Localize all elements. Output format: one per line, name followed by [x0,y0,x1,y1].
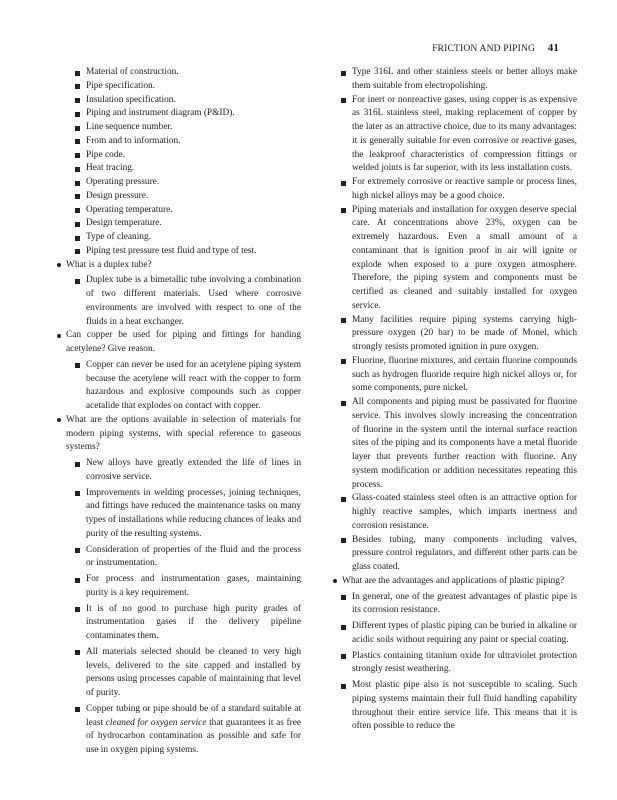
list-item: Piping and instrument diagram (P&ID). [56,107,301,121]
question-plastic-piping: What are the advantages and applications of plastic piping? [332,575,577,589]
list-item: Pipe specification. [56,80,301,94]
right-column [332,66,577,734]
answer-item: For extremely corrosive or reactive sample or process lines, high nickel alloys may be a good choice. [332,176,577,204]
answer-item: All components and piping must be passivated for fluorine service. This involves slowly increasing the concentration of fluorine in the system until the internal surface reaction sites of the piping and its components have a metal fluoride layer that prevents further reaction with fluorine. Any system modification or addition necessitates repeating this process. [332,396,577,492]
list-item: Heat tracing. [56,162,301,176]
answer-item-copper-oxygen [56,703,301,758]
answer-item: Fluorine, fluorine mixtures, and certain fluorine compounds such as hydrogen fluoride require high nickel alloys or, for some components, pure nickel. [332,355,577,396]
answer-item: It is of no good to purchase high purity grades of instrumentation gases if the delivery pipeline contaminates them. [56,603,301,644]
answer-item: Duplex tube is a bimetallic tube involving a combination of two different materials. Used where corrosive environments are involved with respect to one of the fluids in a heat exchanger. [56,274,301,329]
text-run: Copper tubing or pipe should be of a standard suitable at least [86,703,301,728]
list-item: Piping test pressure test fluid and type of test. [56,245,301,259]
answer-list [332,66,577,575]
list-item: Pipe code. [56,149,301,163]
question-copper-acetylene: Can copper be used for piping and fittings for handing acetylene? Give reason. [56,329,301,357]
answer-list [332,591,577,735]
answer-item: For process and instrumentation gases, maintaining purity is a key requirement. [56,573,301,601]
answer-item: All materials selected should be cleaned to very high levels, delivered to the site capped and installed by persons using processes capable of maintaining that level of purity. [56,646,301,701]
line-list-items [56,66,301,259]
answer-item: Plastics containing titanium oxide for ultraviolet protection strongly resist weathering. [332,650,577,678]
answer-list [56,359,301,414]
answer-item: New alloys have greatly extended the life of lines in corrosive service. [56,457,301,485]
list-item: From and to information. [56,135,301,149]
answer-item: Besides tubing, many components including valves, pressure control regulators, and different other parts can be glass coated. [332,534,577,575]
running-title: FRICTION AND PIPING [432,43,536,54]
answer-item: Most plastic pipe also is not susceptible to scaling. Such piping systems maintain their full fluid handling capability throughout their entire service life. This means that it is often possible to reduce the [332,679,577,734]
page-number: 41 [547,42,559,54]
answer-list [56,457,301,758]
list-item: Material of construction. [56,66,301,80]
answer-item: Copper can never be used for an acetylene piping system because the acetylene will react with the copper to form hazardous and explosive compounds such as copper acetalide that explodes on contact with copper. [56,359,301,414]
list-item: Operating temperature. [56,204,301,218]
list-item: Type of cleaning. [56,231,301,245]
list-item: Design temperature. [56,217,301,231]
answer-item: Different types of plastic piping can be buried in alkaline or acidic soils without requiring any paint or special coating. [332,620,577,648]
answer-item: Type 316L and other stainless steels or better alloys make them suitable from electropolishing. [332,66,577,94]
list-item: Operating pressure. [56,176,301,190]
answer-item: Consideration of properties of the fluid and the process or instrumentation. [56,544,301,572]
list-item: Line sequence number. [56,121,301,135]
answer-list [56,274,301,329]
left-column [56,66,301,758]
answer-item: Improvements in welding processes, joining techniques, and fittings have reduced the maintenance tasks on many types of installations while reducing chances of leaks and purity of the resulting systems. [56,487,301,542]
answer-item: Glass-coated stainless steel often is an attractive option for highly reactive samples, which imparts inertness and corrosion resistance. [332,492,577,533]
answer-item: Piping materials and installation for oxygen deserve special care. At concentrations above 23%, oxygen can be extremely hazardous. Even a small amount of a contaminant that is ignition proof in air will ignite or explode when exposed to a pure oxygen atmosphere. Therefore, the piping system and components must be certified as cleaned and suitably installed for oxygen service. [332,204,577,314]
emphasis-text: cleaned for oxygen service [105,717,207,728]
answer-item: For inert or nonreactive gases, using copper is as expensive as 316L stainless steel, making replacement of copper by the later as an attractive choice, due to its many advantages: it is generally suitable for even corrosive or reactive gases, the leakproof characteristics of compression fittings or welded joints is far superior, with its less installation costs. [332,94,577,177]
answer-item: In general, one of the greatest advantages of plastic pipe is its corrosion resistance. [332,591,577,619]
running-header [432,42,559,54]
list-item: Insulation specification. [56,94,301,108]
answer-item: Many facilities require piping systems carrying high-pressure oxygen (20 bar) to be made of Monel, which strongly resists promoted ignition in pure oxygen. [332,314,577,355]
question-duplex-tube: What is a duplex tube? [56,259,301,273]
question-material-selection: What are the options available in selection of materials for modern piping systems, with special reference to gaseous systems? [56,414,301,455]
text-run: that guarantees it as free of hydrocarbon contamination as possible and safe for use in oxygen piping systems. [86,717,301,755]
list-item: Design pressure. [56,190,301,204]
